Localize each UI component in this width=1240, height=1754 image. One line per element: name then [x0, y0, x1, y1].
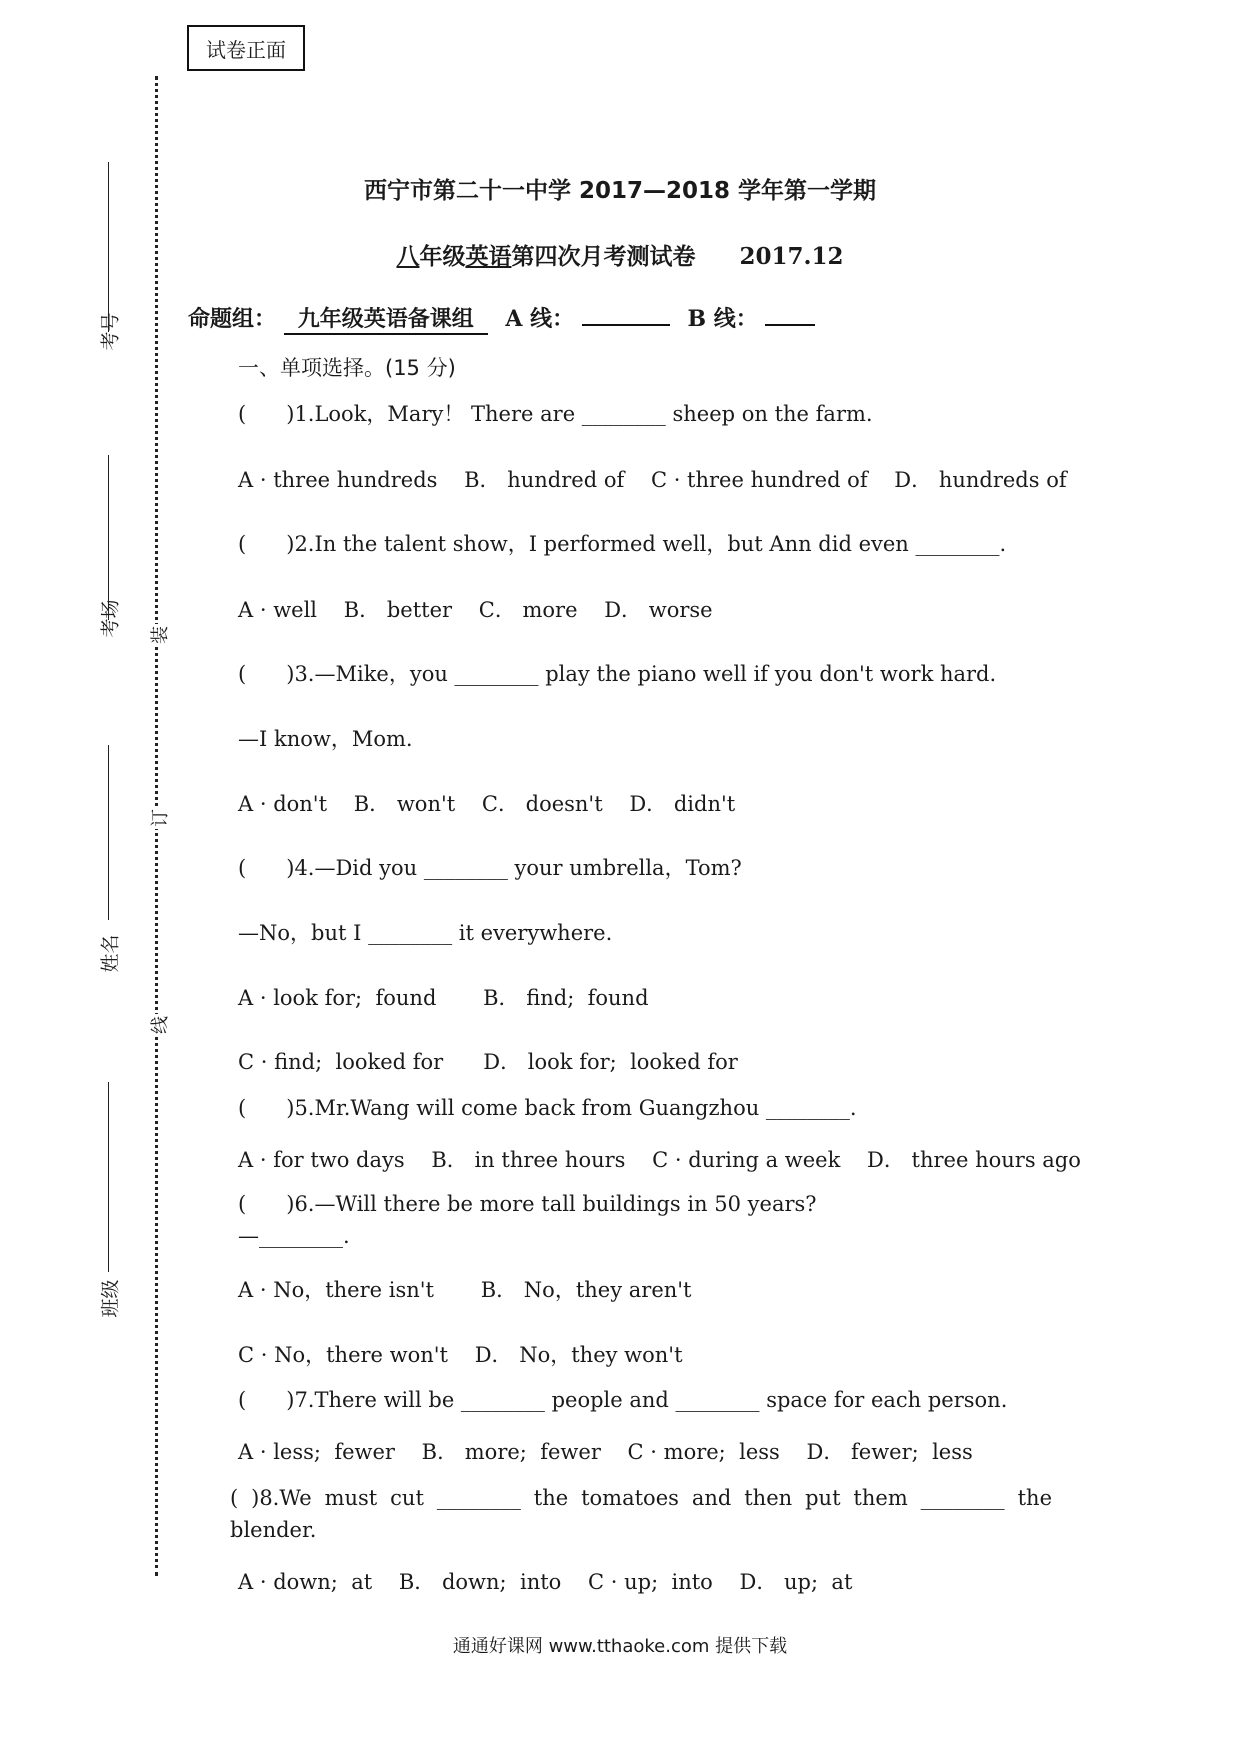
class-line	[108, 1082, 109, 1272]
options-6a: A · No，there isn't B． No，they aren't	[238, 1278, 692, 1302]
section-heading: 一、单项选择。(15 分)	[238, 356, 456, 380]
exam-title-rest: 第四次月考测试卷	[511, 244, 696, 270]
options-8: A · down; at B． down; into C · up; into D． up; at	[238, 1570, 853, 1594]
school-title: 西宁市第二十一中学 2017—2018 学年第一学期	[363, 178, 877, 204]
a-line-blank[interactable]	[582, 324, 670, 326]
team-name: 九年级英语备课组	[284, 302, 488, 335]
exam-number-label: 考号	[99, 312, 122, 351]
options-2: A · well B． better C． more D． worse	[238, 598, 713, 622]
exam-title-nianji: 年级	[419, 244, 466, 270]
question-1: ( )1.Look，Mary！ There are ________ sheep on the farm.	[238, 402, 873, 426]
footer-source: 通通好课网 www.tthaoke.com 提供下载	[452, 1636, 788, 1657]
question-4: ( )4.—Did you ________ your umbrella，Tom?	[238, 856, 742, 880]
options-6b: C · No，there won't D． No，they won't	[238, 1343, 683, 1367]
options-7: A · less; fewer B． more; fewer C · more; less D． fewer; less	[238, 1440, 973, 1464]
options-4b: C · find; looked for D． look for; looked for	[238, 1050, 738, 1074]
seal-char-zhuang: 装	[146, 624, 172, 646]
b-line-label: B 线：	[687, 306, 758, 332]
b-line-blank[interactable]	[765, 324, 815, 326]
student-name-label: 姓名	[99, 934, 122, 973]
team-label: 命题组：	[188, 307, 277, 332]
options-4a: A · look for; found B． find; found	[238, 986, 649, 1010]
student-name-line	[108, 745, 109, 920]
question-4-reply: —No，but I ________ it everywhere.	[238, 921, 613, 945]
question-2: ( )2.In the talent show，I performed well，but Ann did even ________.	[238, 532, 1007, 556]
question-3: ( )3.—Mike，you ________ play the piano well if you don't work hard.	[238, 662, 997, 686]
options-5: A · for two days B． in three hours C · during a week D． three hours ago	[238, 1148, 1081, 1172]
options-3: A · don't B． won't C． doesn't D． didn't	[238, 792, 736, 816]
exam-side-stamp: 试卷正面	[187, 25, 305, 71]
class-label: 班级	[99, 1279, 122, 1318]
question-5: ( )5.Mr.Wang will come back from Guangzhou ________.	[238, 1096, 857, 1120]
exam-room-label: 考场	[99, 599, 122, 638]
question-8: ( )8.We must cut ________ the tomatoes and then put them ________ the	[230, 1486, 1052, 1510]
seal-char-ding: 订	[146, 807, 172, 829]
question-6: ( )6.—Will there be more tall buildings in 50 years?	[238, 1192, 817, 1216]
team-line	[188, 302, 815, 335]
question-3-reply: —I know，Mom.	[238, 727, 413, 751]
exam-title-grade: 八	[396, 244, 420, 270]
seal-char-xian: 线	[146, 1014, 172, 1036]
question-8-cont: blender.	[230, 1518, 317, 1542]
question-7: ( )7.There will be ________ people and ________ space for each person.	[238, 1388, 1008, 1412]
question-6-reply: —________.	[238, 1224, 350, 1248]
exam-title	[0, 238, 1240, 271]
options-1: A · three hundreds B． hundred of C · three hundred of D． hundreds of	[238, 468, 1067, 492]
a-line-label: A 线：	[505, 306, 575, 332]
exam-title-subject: 英语	[465, 244, 512, 270]
exam-date: 2017.12	[739, 243, 844, 270]
